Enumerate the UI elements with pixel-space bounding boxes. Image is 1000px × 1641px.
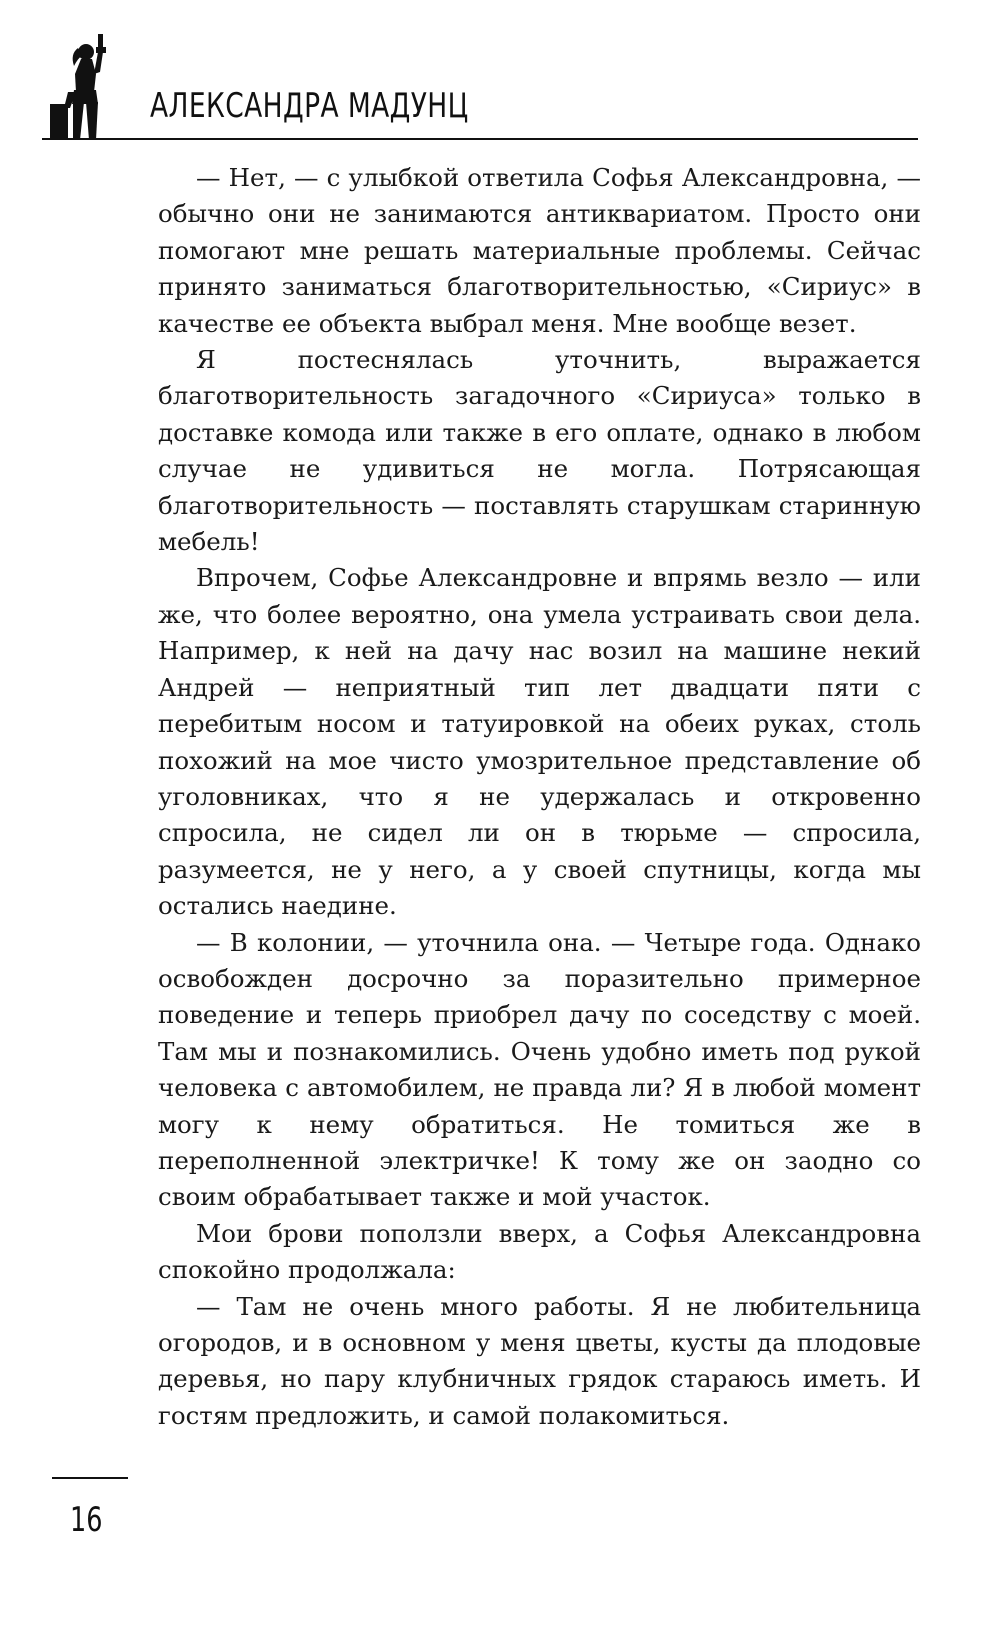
- paragraph: Мои брови поползли вверх, а Софья Александровна спокойно продолжала:: [158, 1218, 921, 1285]
- paragraph: Я постеснялась уточнить, выражается благотворительность загадочного «Сириуса» только в доставке комода или также в его оплате, однако в любом случае не удивиться не могла. Потрясающая благотворительность — поставлять старушкам старинную мебель!: [158, 345, 921, 557]
- paragraph: — Нет, — с улыбкой ответила Софья Александровна, — обычно они не занимаются антиквариатом. Просто они помогают мне решать материальные проблемы. Сейчас принято заниматься благотворительностью, «Сириус» в качестве ее объекта выбрал меня. Мне вообще везет.: [158, 163, 921, 338]
- page-body-text: [158, 160, 921, 1434]
- paragraph: — В колонии, — уточнила она. — Четыре года. Однако освобожден досрочно за поразительно примерное поведение и теперь приобрел дачу по соседству с моей. Там мы и познакомились. Очень удобно иметь под рукой человека с автомобилем, не правда ли? Я в любой момент могу к нему обратиться. Не томиться же в переполненной электричке! К тому же он заодно со своим обрабатывает также и мой участок.: [158, 927, 921, 1212]
- running-header: [42, 28, 918, 146]
- author-name: АЛЕКСАНДРА МАДУНЦ: [150, 86, 469, 126]
- paragraph: Впрочем, Софье Александровне и впрямь везло — или же, что более вероятно, она умела устраивать свои дела. Например, к ней на дачу нас возил на машине некий Андрей — неприятный тип лет двадцати пяти с перебитым носом и татуировкой на обеих руках, столь похожий на мое чисто умозрительное представление об уголовниках, что я не удержалась и откровенно спросила, не сидел ли он в тюрьме — спросила, разумеется, не у него, а у своей спутницы, когда мы остались наедине.: [158, 563, 921, 921]
- paragraph: — Там не очень много работы. Я не любительница огородов, и в основном у меня цветы, кусты да плодовые деревья, но пару клубничных грядок стараюсь иметь. И гостям предложить, и самой полакомиться.: [158, 1291, 921, 1430]
- woman-with-gun-silhouette-icon: [48, 34, 132, 140]
- header-divider: [42, 138, 918, 140]
- footer-divider: [52, 1477, 128, 1479]
- page-number: 16: [70, 1500, 103, 1540]
